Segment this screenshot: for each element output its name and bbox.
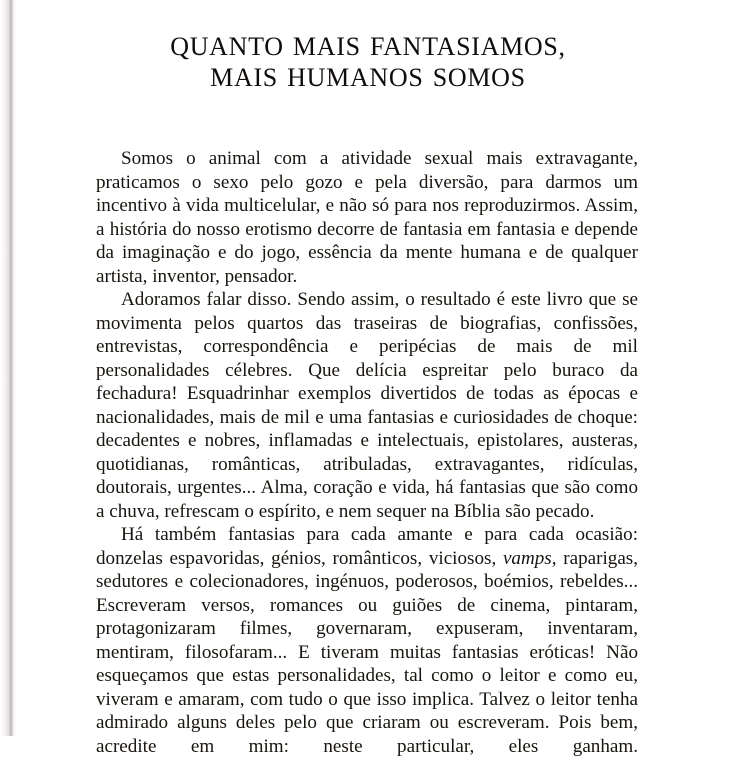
- paragraph-3: [96, 523, 638, 758]
- chapter-title-line-1: QUANTO MAIS FANTASIAMOS,: [170, 32, 566, 62]
- paragraph-3-italic-term: vamps: [502, 547, 552, 569]
- chapter-title-line-2: MAIS HUMANOS SOMOS: [210, 63, 526, 93]
- paragraph-3-segment-2: , raparigas, sedutores e colecionadores, ingénuos, poderosos, boémios, rebeldes... Escreveram versos, romances ou guiões de cinema, pintaram, protagonizaram filmes, governaram, expuseram, inventaram, mentiram, filosofaram... E tiveram muitas fantasias eróticas! Não esqueçamos que estas personalidades, tal como o leitor e como eu, viveram e amaram, com tudo o que isso implica. Talvez o leitor tenha admirado alguns deles pelo que criaram ou escreveram. Pois bem, acredite em mim: neste particular, eles ganham.: [96, 547, 638, 757]
- paragraph-2: Adoramos falar disso. Sendo assim, o resultado é este livro que se movimenta pelos quartos das traseiras de biografias, confissões, entrevistas, correspondência e peripécias de mais de mil personalidades célebres. Que delícia espreitar pelo buraco da fechadura! Esquadrinhar exemplos divertidos de todas as épocas e nacionalidades, mais de mil e uma fantasias e curiosidades de choque: decadentes e nobres, inflamadas e intelectuais, epistolares, austeras, quotidianas, românticas, atribuladas, extravagantes, ridículas, doutorais, urgentes... Alma, coração e vida, há fantasias que são como a chuva, refrescam o espírito, e nem sequer na Bíblia são pecado.: [96, 289, 638, 522]
- chapter-title: [0, 31, 736, 93]
- paragraph-1: Somos o animal com a atividade sexual mais extravagante, praticamos o sexo pelo gozo e pela diversão, para darmos um incentivo à vida multicelular, e não só para nos reproduzirmos. Assim, a história do nosso erotismo decorre de fantasia em fantasia e depende da imaginação e do jogo, essência da mente humana e de qualquer artista, inventor, pensador.: [96, 148, 638, 287]
- paragraph-3-segment-1: Há também fantasias para cada amante e para cada ocasião: donzelas espavoridas, génios, românticos, viciosos,: [96, 524, 638, 569]
- body-text-block: [96, 147, 638, 758]
